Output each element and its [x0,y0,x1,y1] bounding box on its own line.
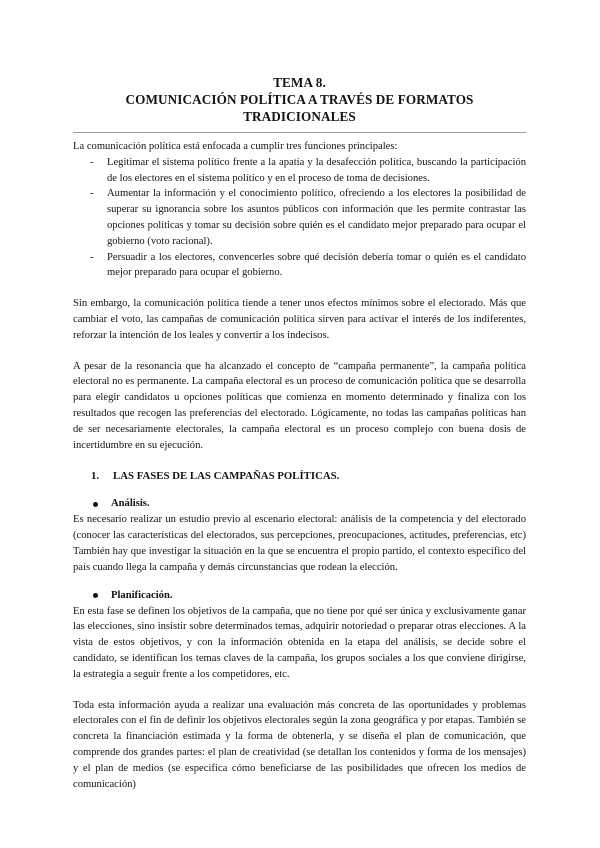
list-item: - Aumentar la información y el conocimiento político, ofreciendo a los electores la posibilidad de superar su ignorancia sobre los asuntos públicos con información que les permite contrastar las opciones políticas y tomar su decisión sobre quién es el candidato mejor preparado para ocupar el gobierno (voto racional). [73,186,526,249]
title-line-1: TEMA 8. [273,75,326,90]
title-line-3: TRADICIONALES [243,109,356,124]
document-title [73,74,526,125]
phase-heading-analysis [73,496,526,512]
phase-name: Planificación. [111,589,173,601]
section-number: 1. [91,470,100,483]
section-title: LAS FASES DE LAS CAMPAÑAS POLÍTICAS. [113,470,340,483]
title-divider [73,132,526,133]
document-page [73,74,526,792]
list-item: - Legitimar el sistema político frente a la apatía y la desafección política, buscando la participación de los electores en el sistema político y en el proceso de toma de decisiones. [73,155,526,187]
section-heading [73,468,526,484]
phase-text-planning: En esta fase se definen los objetivos de la campaña, que no tiene por qué ser única y exclusivamente ganar las elecciones, sino insistir sobre determinados temas, adquirir notoriedad o preparar otras elecciones. A la vista de estos objetivos, y con la información obtenida en la etapa del análisis, se decide sobre el candidato, se identifican los temas claves de la campaña, los grupos sociales a los que conviene dirigirse, la estrategia a seguir frente a los competidores, etc. [73,605,526,680]
bullet-dot-icon [93,593,98,598]
bullet-dot-icon [93,502,98,507]
phase-name: Análisis. [111,498,150,510]
list-item: - Persuadir a los electores, convencerles sobre qué decisión debería tomar o quién es el candidato mejor preparado para ocupar el gobierno. [73,250,526,282]
effects-paragraph: Sin embargo, la comunicación política tiende a tener unos efectos mínimos sobre el electorado. Más que cambiar el voto, las campañas de comunicación política sirven para activar el interés de los indiferentes, reforzar la intención de los leales y convertir a los indecisos. [73,298,526,341]
campaign-paragraph: A pesar de la resonancia que ha alcanzado el concepto de “campaña permanente”, la campaña política electoral no es permanente. La campaña electoral es un proceso de comunicación política que se desarrolla para elegir candidatos u opciones políticas que comienza en momento determinado y finaliza con los resultados que recogen las preferencias del electorado. Lógicamente, no todas las campañas políticas han de ser necesariamente electorales, la campaña electoral es un proceso complejo con buena dosis de incertidumbre en su ejecución. [73,360,526,451]
closing-paragraph: Toda esta información ayuda a realizar una evaluación más concreta de las oportunidades y problemas electorales con el fin de definir los objetivos electorales según la zona geográfica y por etapas. También se concreta la financiación estimada y la forma de obtenerla, y se diseña el plan de comunicación, que comprende dos grandes partes: el plan de creatividad (se detallan los contenidos y forma de los mensajes) y el plan de medios (se especifica cómo beneficiarse de las posibilidades que ofrecen los medios de comunicación) [73,699,526,790]
functions-list [73,155,526,281]
title-line-2: COMUNICACIÓN POLÍTICA A TRAVÉS DE FORMATOS [125,92,474,107]
phase-text-analysis: Es necesario realizar un estudio previo al escenario electoral: análisis de la competencia y del electorado (conocer las características del electorados, sus percepciones, preocupaciones, actitudes, preferencias, etc) También hay que investigar la situación en la que se encuentra el propio partido, el contexto específico del país cuando llega la campaña y demás circunstancias que rodean la elección. [73,514,526,573]
intro-paragraph: La comunicación política está enfocada a cumplir tres funciones principales: [73,141,398,152]
phase-heading-planning [73,588,526,604]
